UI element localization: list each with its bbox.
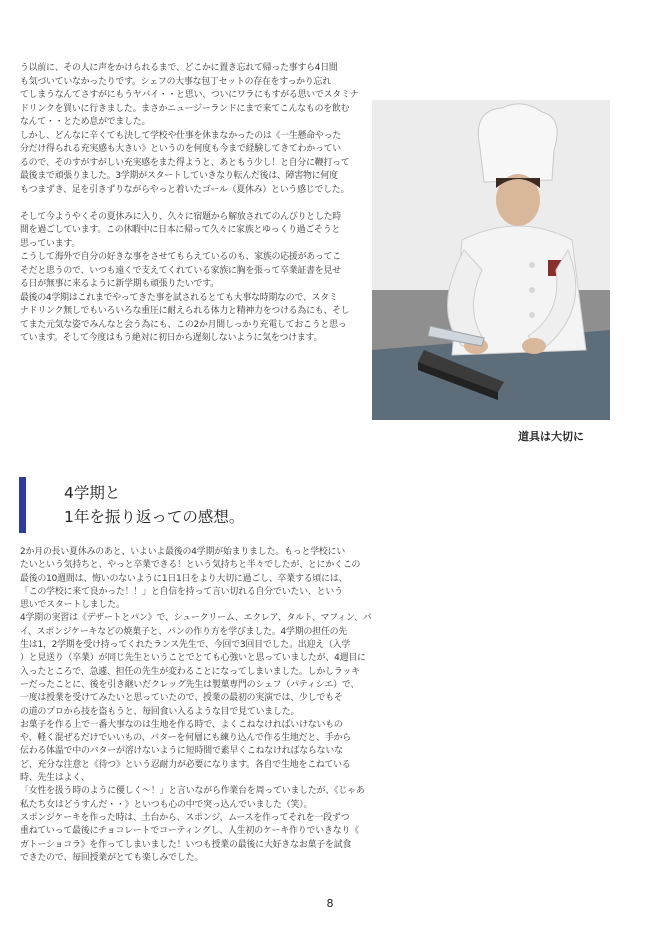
body-line: イ、スポンジケーキなどの焼菓子と、パンの作り方を学びました。4学期の担任の先	[20, 626, 348, 637]
intro-line: そだと思うので、いつも遠くで支えてくれている家族に胸を張って卒業証書を見せ	[20, 265, 341, 276]
body-line: できたので、毎回授業がとても楽しみでした。	[20, 852, 204, 863]
body-line: ど、充分な注意と《待つ》という忍耐力が必要になります。各自で生地をこねている	[20, 759, 351, 770]
body-line: の道のプロから技を盗もうと、毎回食い入るような目で見ていました。	[20, 706, 300, 717]
body-line: 時、先生はよく、	[20, 773, 90, 784]
body-line: たいという気持ちと、やっと卒業できる！という気持ちと半々でしたが、とにかくこの	[20, 560, 361, 571]
body-line: や、軽く混ぜるだけでいいもの、バターを何層にも練り込んで作る生地だと、手から	[20, 733, 352, 744]
body-line: 入ったところで、急遽、担任の先生が変わることになってしまいました。しかしラッキ	[20, 666, 360, 677]
paragraph-gap	[20, 197, 410, 211]
section-body	[20, 546, 630, 865]
intro-line: も気づいていなかったりです。シェフの大事な包丁セットの存在をすっかり忘れ	[20, 76, 331, 87]
intro-line: 思っています。	[20, 238, 81, 249]
intro-line: 最後まで頑張りました。3学期がスタートしていきなり転んだ後は、障害物に何度	[20, 171, 338, 181]
body-line: ガトーショコラ》を作ってしまいました！いつも授業の最後に大好きなお菓子を試食	[20, 839, 352, 850]
intro-line: るので、そのすがすがしい充実感をまた得ようと、あともう少し！と自分に鞭打って	[20, 157, 350, 168]
intro-line: 間を過ごしています。この休暇中に日本に帰って久々に家族とゆっくり過ごそうと	[20, 225, 341, 235]
body-line: 「女性を扱う時のように優しく〜！」と言いながら作業台を周っていましたが、《じゃあ	[20, 786, 365, 797]
photo-caption: 道具は大切に	[518, 430, 584, 443]
page-number: 8	[326, 897, 334, 910]
intro-line: もつまずき、足を引きずりながらやっと着いたゴール（夏休み）という感じでした。	[20, 184, 350, 195]
intro-line: てまた元気な姿でみんなと会う為にも、この2か月間しっかり充電しておこうと思っ	[20, 319, 347, 330]
section-heading-line: 4学期と	[64, 484, 121, 502]
body-line: 私たち女はどうすんだ・・》といつも心の中で突っ込んでいました（笑）。	[20, 799, 313, 810]
intro-line: 最後の4学期はこれまでやってきた事を試されるとても大事な時期なので、スタミ	[20, 292, 338, 303]
body-line: ーだったことに、後を引き継いだクレッグ先生は製菓専門のシェフ（パティシエ）で、	[20, 679, 360, 690]
intro-line: う以前に、その人に声をかけられるまで、どこかに置き忘れて帰った事すら4日間	[20, 63, 338, 73]
body-line: 一度は授業を受けてみたいと思っていたので、授業の最初の実演では、少しでもそ	[20, 693, 343, 704]
intro-line: 分だけ得られる充実感も大きい》というのを何度も今まで経験してきてわかってい	[20, 144, 341, 154]
body-line: 伝わる体温で中のバターが溶けないように短時間で素早くこねなければならないな	[20, 746, 343, 757]
body-line: 重ねていって最後にチョコレートでコーティングし、人生初のケーキ作りでいきなり《	[20, 826, 359, 837]
intro-line: る日が無事に来るように新学期も頑張りたいです。	[20, 279, 219, 289]
intro-line: ドリンクを買いに行きました。まさかニュージーランドにまで来てこんなものを飲む	[20, 103, 350, 114]
intro-line: ナドリンク無しでもいろいろな重圧に耐えられる体力と精神力をつける為にも、そし	[20, 306, 350, 316]
body-line: 思いでスタートしました。	[20, 600, 125, 611]
body-line: 最後の10週間は、悔いのないように1日1日をより大切に過ごし、卒業する頃には、	[20, 573, 348, 584]
chef-illustration	[372, 100, 610, 420]
intro-line: そして今ようやくその夏休みに入り、久々に宿題から解放されてのんびりとした時	[20, 211, 341, 222]
section-heading	[64, 481, 244, 529]
intro-line: てしまうなんてさすがにもうヤバイ・・と思い、ついにワラにもすがる思いでスタミナ	[20, 90, 359, 100]
body-line: ）と見送り（卒業）が同じ先生ということでとても心強いと思っていましたが、4週目に	[20, 653, 366, 664]
intro-line: しかし、どんなに辛くても決して学校や仕事を休まなかったのは《一生懸命やった	[20, 130, 341, 141]
body-line: 生は1，2学期を受け持ってくれたランス先生で、今回で3回目でした。出迎え（入学	[20, 640, 351, 651]
chef-photo	[372, 100, 610, 420]
intro-line: こうして海外で自分の好きな事をさせてもらえているのも、家族の応援があってこ	[20, 252, 341, 262]
intro-text	[20, 62, 410, 346]
body-line: お菓子を作る上で一番大事なのは生地を作る時で、よくこねなければいけないもの	[20, 719, 343, 730]
body-line: 4学期の実習は《デザートとパン》で、シュークリーム、エクレア、タルト、マフィン、パ	[20, 613, 372, 624]
intro-line: ています。そして今度はもう絶対に初日から遅刻しないように気をつけます。	[20, 333, 323, 343]
section-heading-line: 1年を振り返っての感想。	[64, 508, 245, 526]
body-line: スポンジケーキを作った時は、土台から、スポンジ、ムースを作ってそれを一段ずつ	[20, 812, 350, 823]
section-accent-bar	[19, 477, 26, 533]
intro-line: なんて・・とため息がでました。	[20, 117, 151, 127]
body-line: 「この学校に来て良かった！！」と自信を持って言い切れる自分でいたい、という	[20, 586, 343, 597]
body-line: 2か月の長い夏休みのあと、いよいよ最後の4学期が始まりました。もっと学校にい	[20, 547, 346, 557]
